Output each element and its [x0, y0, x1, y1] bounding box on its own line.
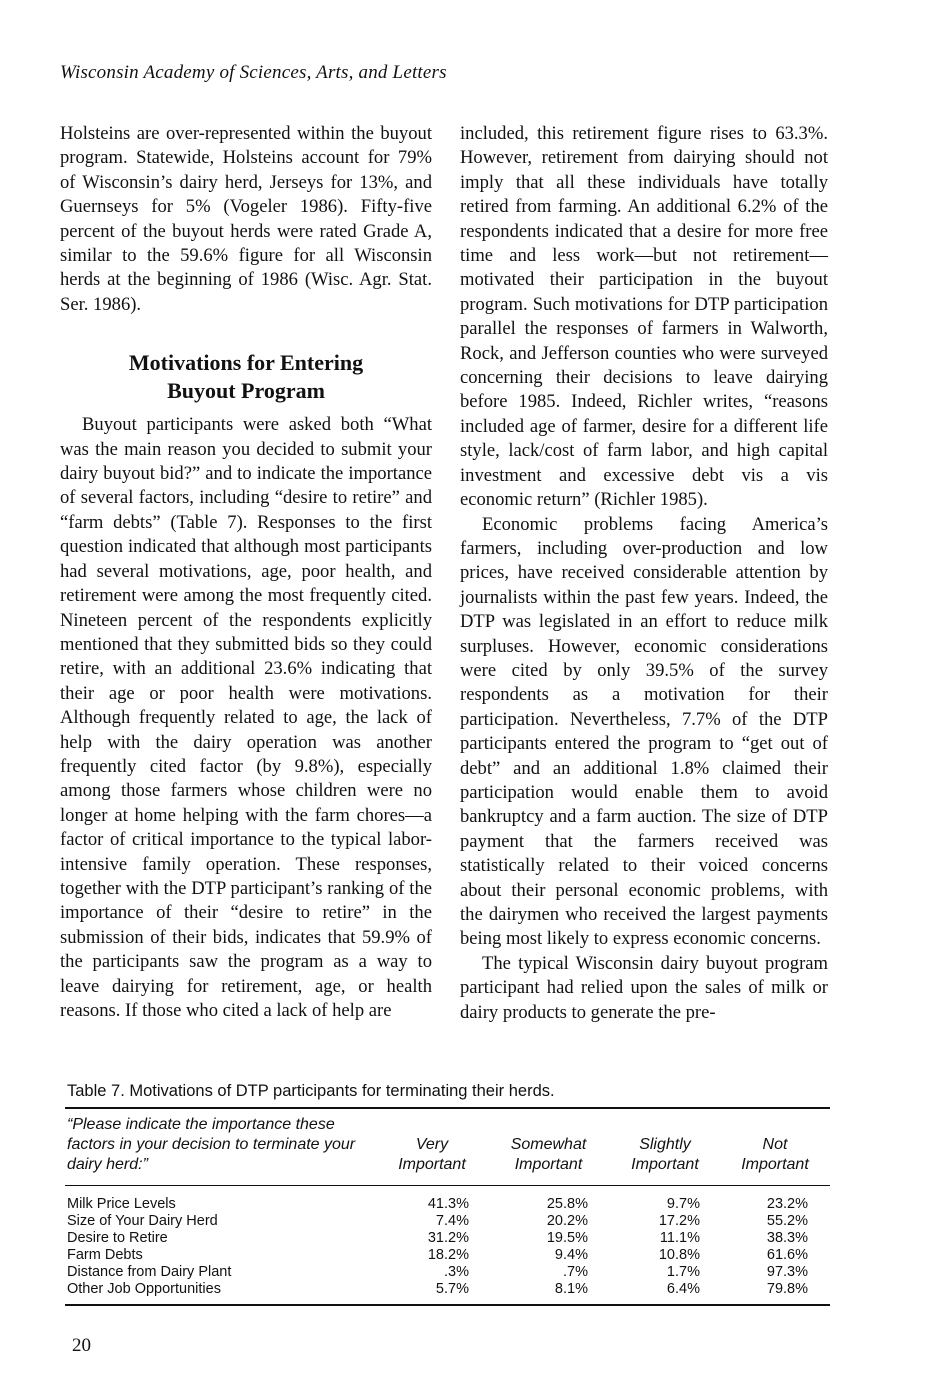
- table-row: [65, 1264, 830, 1281]
- column-header-somewhat: [487, 1108, 610, 1186]
- table-caption: Table 7. Motivations of DTP participants for terminating their herds.: [67, 1082, 555, 1100]
- column-header-slightly: [610, 1108, 720, 1186]
- table-row: [65, 1247, 830, 1264]
- section-heading: [60, 349, 432, 405]
- table-header-row: [65, 1108, 830, 1186]
- value-cell: 38.3%: [766, 1230, 808, 1246]
- factor-cell: Farm Debts: [67, 1247, 143, 1263]
- factor-cell: Distance from Dairy Plant: [67, 1264, 232, 1280]
- column-header-very: [377, 1108, 487, 1186]
- value-cell: 55.2%: [766, 1213, 808, 1229]
- value-cell: 19.5%: [546, 1230, 588, 1246]
- table-row: [65, 1230, 830, 1247]
- value-cell: .3%: [443, 1264, 469, 1280]
- value-cell: 18.2%: [427, 1247, 469, 1263]
- column-header-line: Important: [398, 1156, 466, 1173]
- factor-cell: Size of Your Dairy Herd: [67, 1213, 218, 1229]
- value-cell: 9.7%: [666, 1196, 700, 1212]
- running-head: Wisconsin Academy of Sciences, Arts, and Letters: [60, 62, 447, 83]
- motivations-table: [65, 1107, 830, 1306]
- table-question-header: “Please indicate the importance these factors in your decision to terminate your dairy herd:”: [67, 1116, 356, 1173]
- value-cell: 6.4%: [610, 1281, 720, 1305]
- left-column: [60, 122, 432, 1023]
- section-heading-line-1: Motivations for Entering: [128, 350, 364, 376]
- paragraph-retirement: included, this retirement figure rises to 63.3%. However, retirement from dairying should not imply that all these individuals have totally retired from farming. An additional 6.2% of the respondents indicated that a desire for more free time and less work—but not retirement—motivated their participation in the buyout program. Such motivations for DTP participation parallel the responses of farmers in Walworth, Rock, and Jefferson counties who were surveyed concerning their decisions to leave dairying before 1985. Indeed, Richler writes, “reasons included age of farmer, desire for a different life style, lack/cost of farm labor, and high capital investment and excessive debt vis a vis economic return” (Richler 1985).: [460, 123, 828, 511]
- right-column: [460, 122, 828, 1025]
- value-cell: 31.2%: [427, 1230, 469, 1246]
- value-cell: 79.8%: [720, 1281, 830, 1305]
- value-cell: 5.7%: [377, 1281, 487, 1305]
- value-cell: 11.1%: [659, 1230, 700, 1246]
- paragraph-typical-participant: The typical Wisconsin dairy buyout program participant had relied upon the sales of milk or dairy products to generate the pre-: [460, 952, 828, 1023]
- value-cell: 7.4%: [435, 1213, 469, 1229]
- page-number: 20: [72, 1335, 91, 1356]
- value-cell: 23.2%: [766, 1196, 808, 1212]
- value-cell: 9.4%: [554, 1247, 588, 1263]
- column-header-line: Somewhat: [510, 1136, 587, 1153]
- value-cell: 8.1%: [487, 1281, 610, 1305]
- factor-cell: Milk Price Levels: [67, 1196, 176, 1212]
- column-header-line: Important: [741, 1156, 809, 1173]
- value-cell: 25.8%: [546, 1196, 588, 1212]
- value-cell: 97.3%: [766, 1264, 808, 1280]
- value-cell: 10.8%: [658, 1247, 700, 1263]
- column-header-not: [720, 1108, 830, 1186]
- factor-cell: Other Job Opportunities: [65, 1281, 377, 1305]
- value-cell: 61.6%: [766, 1247, 808, 1263]
- value-cell: 20.2%: [546, 1213, 588, 1229]
- column-header-line: Not: [762, 1136, 788, 1153]
- value-cell: 1.7%: [666, 1264, 700, 1280]
- table-row: [65, 1213, 830, 1230]
- table-row: [65, 1186, 830, 1214]
- paragraph-holsteins: Holsteins are over-represented within the buyout program. Statewide, Holsteins account for 79% of Wisconsin’s dairy herd, Jerseys for 13%, and Guernseys for 5% (Vogeler 1986). Fifty-five percent of the buyout herds were rated Grade A, similar to the 59.6% figure for all Wisconsin herds at the beginning of 1986 (Wisc. Agr. Stat. Ser. 1986).: [60, 123, 432, 315]
- paragraph-participants: Buyout participants were asked both “What was the main reason you decided to submit your dairy buyout bid?” and to indicate the importance of several factors, including “desire to retire” and “farm debts” (Table 7). Responses to the first question indicated that although most participants had several motivations, age, poor health, and retirement were among the most frequently cited. Nineteen percent of the respondents explicitly mentioned that they submitted bids so they could retire, with an additional 23.6% indicating that their age or poor health were motivations. Although frequently related to age, the lack of help with the dairy operation was another frequently cited factor (by 9.8%), especially among those farmers whose children were no longer at home helping with the farm chores—a factor of critical importance to the typical labor-intensive family operation. These responses, together with the DTP participant’s ranking of the importance of their “desire to retire” in the submission of their bids, indicates that 59.9% of the participants saw the program as a way to leave dairying for retirement, age, or health reasons. If those who cited a lack of help are: [60, 414, 432, 1021]
- factor-cell: Desire to Retire: [67, 1230, 168, 1246]
- value-cell: 41.3%: [427, 1196, 469, 1212]
- column-header-line: Very: [415, 1136, 449, 1153]
- value-cell: .7%: [562, 1264, 588, 1280]
- table-7: [65, 1082, 830, 1306]
- table-row: [65, 1281, 830, 1305]
- column-header-line: Slightly: [639, 1136, 691, 1153]
- column-header-line: Important: [631, 1156, 699, 1173]
- paragraph-economic: Economic problems facing America’s farmers, including over-production and low prices, have received considerable attention by journalists within the past few years. Indeed, the DTP was legislated in an effort to reduce milk surpluses. However, economic considerations were cited by only 39.5% of the survey respondents as a motivation for their participation. Nevertheless, 7.7% of the DTP participants entered the program to “get out of debt” and an additional 1.8% claimed their participation would enable them to avoid bankruptcy and a farm auction. The size of DTP payment that the farmers received was statistically related to their voiced concerns about their personal economic problems, with the dairymen who received the largest payments being most likely to express economic concerns.: [460, 513, 828, 950]
- column-header-line: Important: [514, 1156, 583, 1173]
- section-heading-line-2: Buyout Program: [167, 378, 325, 404]
- value-cell: 17.2%: [658, 1213, 700, 1229]
